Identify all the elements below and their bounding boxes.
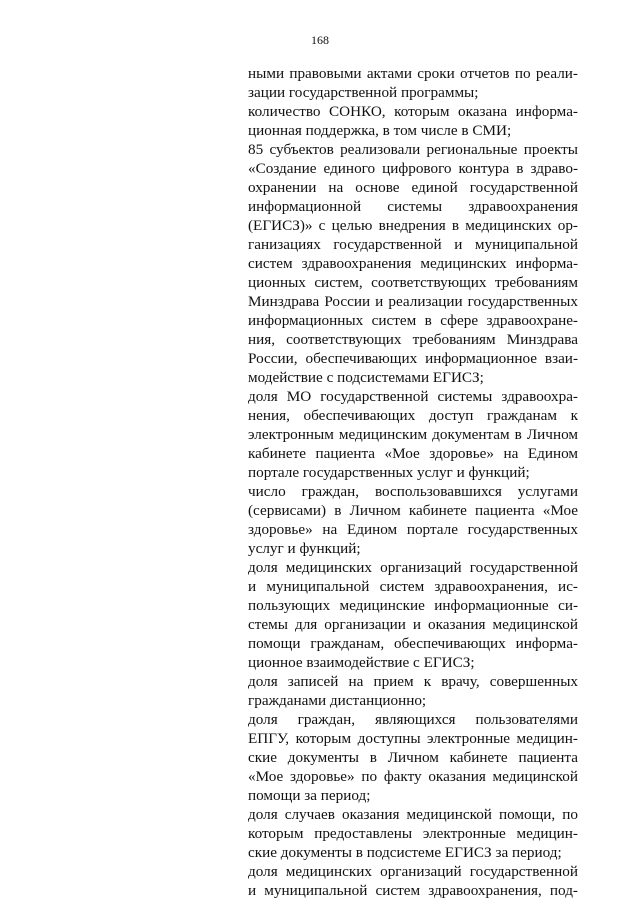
text-line: здоровье» на Едином портале государственных <box>248 521 578 538</box>
text-line: ционное взаимодействие с ЕГИСЗ; <box>248 654 475 671</box>
text-line: доля граждан, являющихся пользователями <box>248 711 578 728</box>
text-line: помощи гражданам, обеспечивающих информа- <box>248 635 578 652</box>
text-line: ские документы в Личном кабинете пациента <box>248 749 578 766</box>
text-line: ными правовыми актами сроки отчетов по реали- <box>248 65 578 82</box>
text-line: доля медицинских организаций государственной <box>248 559 578 576</box>
text-line: ганизациях государственной и муниципальной <box>248 236 578 253</box>
text-line: нения, обеспечивающих доступ гражданам к <box>248 407 578 424</box>
text-line: ские документы в подсистеме ЕГИСЗ за период; <box>248 844 562 861</box>
text-line: ния, соответствующих требованиям Минздрава <box>248 331 578 348</box>
text-line: доля записей на прием к врачу, совершенных <box>248 673 578 690</box>
text-line: доля МО государственной системы здравоохра- <box>248 388 578 405</box>
text-line: кабинете пациента «Мое здоровье» на Едином <box>248 445 578 462</box>
text-line: электронным медицинским документам в Личном <box>248 426 578 443</box>
text-line: которым предоставлены электронные медицин- <box>248 825 578 842</box>
text-line: ционная поддержка, в том числе в СМИ; <box>248 122 512 139</box>
text-line: (ЕГИСЗ)» с целью внедрения в медицинских ор- <box>248 217 578 234</box>
text-line: России, обеспечивающих информационное взаи- <box>248 350 578 367</box>
text-line: (сервисами) в Личном кабинете пациента «Мое <box>248 502 578 519</box>
text-line: 85 субъектов реализовали региональные проекты <box>248 141 578 158</box>
body-text <box>248 64 578 900</box>
text-line: помощи за период; <box>248 787 371 804</box>
text-line: портале государственных услуг и функций; <box>248 464 530 481</box>
text-line: гражданами дистанционно; <box>248 692 427 709</box>
text-line: услуг и функций; <box>248 540 361 557</box>
text-line: доля случаев оказания медицинской помощи, по <box>248 806 578 823</box>
text-line: информационной системы здравоохранения <box>248 198 578 215</box>
text-line: и муниципальной систем здравоохранения, ис- <box>248 578 578 595</box>
text-line: доля медицинских организаций государственной <box>248 863 578 880</box>
text-line: Минздрава России и реализации государственных <box>248 293 578 310</box>
text-line: охранении на основе единой государственной <box>248 179 578 196</box>
text-line: систем здравоохранения медицинских информа- <box>248 255 578 272</box>
text-line: пользующих медицинские информационные си- <box>248 597 578 614</box>
text-line: модействие с подсистемами ЕГИСЗ; <box>248 369 484 386</box>
text-line: «Мое здоровье» по факту оказания медицинской <box>248 768 578 785</box>
text-line: и муниципальной систем здравоохранения, под- <box>248 882 578 899</box>
text-line: «Создание единого цифрового контура в здраво- <box>248 160 578 177</box>
page-number: 168 <box>311 33 329 47</box>
text-line: ционных систем, соответствующих требованиям <box>248 274 578 291</box>
text-line: зации государственной программы; <box>248 84 479 101</box>
text-line: стемы для организации и оказания медицинской <box>248 616 578 633</box>
text-line: количество СОНКО, которым оказана информа- <box>248 103 578 120</box>
text-line: ЕПГУ, которым доступны электронные медицин- <box>248 730 578 747</box>
text-line: число граждан, воспользовавшихся услугами <box>248 483 578 500</box>
text-line: информационных систем в сфере здравоохране- <box>248 312 578 329</box>
